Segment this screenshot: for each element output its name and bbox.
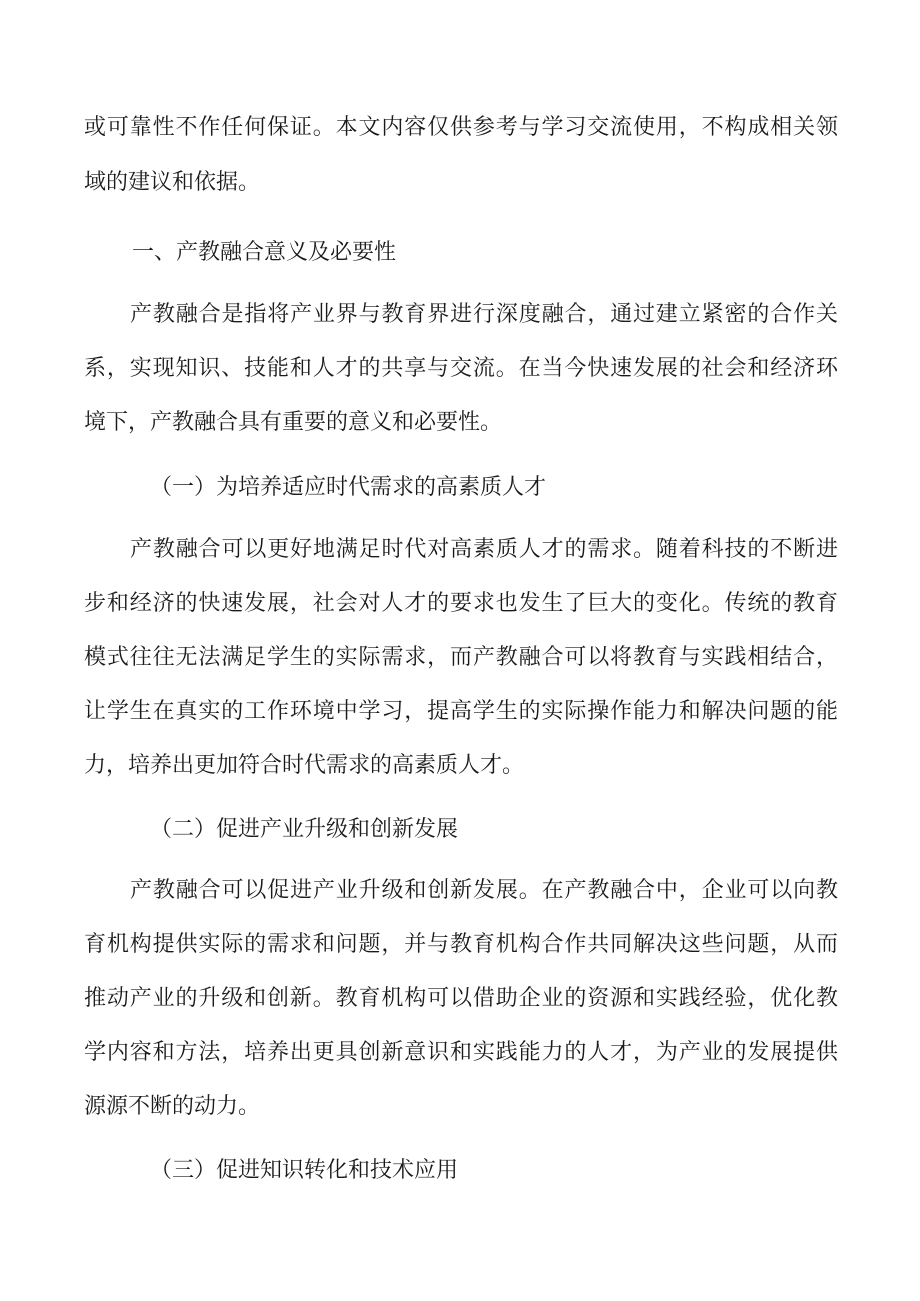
- subsection-heading: [0, 1156, 920, 1186]
- paragraph-text: 或可靠性不作任何保证。本文内容仅供参考与学习交流使用，不构成相关领: [84, 115, 838, 140]
- paragraph-line: [0, 113, 920, 143]
- subsection-heading: [0, 815, 920, 845]
- paragraph-line: [0, 300, 920, 330]
- paragraph-line: [0, 1038, 920, 1068]
- paragraph-line: [0, 751, 920, 781]
- paragraph-line: [0, 697, 920, 727]
- subsection-heading-text: （三）促进知识转化和技术应用: [150, 1158, 459, 1183]
- paragraph-text: 系，实现知识、技能和人才的共享与交流。在当今快速发展的社会和经济环: [84, 356, 838, 381]
- paragraph-text: 力，培养出更加符合时代需求的高素质人才。: [84, 753, 525, 778]
- section-heading-text: 一、产教融合意义及必要性: [132, 240, 397, 265]
- paragraph-text: 步和经济的快速发展，社会对人才的要求也发生了巨大的变化。传统的教育: [84, 591, 838, 616]
- paragraph-line: [0, 408, 920, 438]
- section-heading: [0, 238, 920, 268]
- paragraph-line: [0, 930, 920, 960]
- paragraph-line: [0, 168, 920, 198]
- paragraph-line: [0, 589, 920, 619]
- paragraph-text: 产教融合可以更好地满足时代对高素质人才的需求。随着科技的不断进: [130, 537, 838, 562]
- paragraph-text: 产教融合可以促进产业升级和创新发展。在产教融合中，企业可以向教: [130, 878, 838, 903]
- paragraph-text: 产教融合是指将产业界与教育界进行深度融合，通过建立紧密的合作关: [130, 302, 838, 327]
- paragraph-line: [0, 984, 920, 1014]
- paragraph-text: 模式往往无法满足学生的实际需求，而产教融合可以将教育与实践相结合，: [84, 645, 838, 670]
- paragraph-text: 域的建议和依据。: [84, 170, 261, 195]
- subsection-heading: [0, 473, 920, 503]
- paragraph-line: [0, 643, 920, 673]
- subsection-heading-text: （二）促进产业升级和创新发展: [150, 817, 459, 842]
- paragraph-line: [0, 535, 920, 565]
- paragraph-text: 学内容和方法，培养出更具创新意识和实践能力的人才，为产业的发展提供: [84, 1040, 838, 1065]
- paragraph-text: 境下，产教融合具有重要的意义和必要性。: [84, 410, 503, 435]
- paragraph-text: 让学生在真实的工作环境中学习，提高学生的实际操作能力和解决问题的能: [84, 699, 838, 724]
- paragraph-text: 推动产业的升级和创新。教育机构可以借助企业的资源和实践经验，优化教: [84, 986, 838, 1011]
- paragraph-text: 源源不断的动力。: [84, 1094, 261, 1119]
- paragraph-text: 育机构提供实际的需求和问题，并与教育机构合作共同解决这些问题，从而: [84, 932, 838, 957]
- paragraph-line: [0, 876, 920, 906]
- subsection-heading-text: （一）为培养适应时代需求的高素质人才: [150, 475, 547, 500]
- paragraph-line: [0, 354, 920, 384]
- paragraph-line: [0, 1092, 920, 1122]
